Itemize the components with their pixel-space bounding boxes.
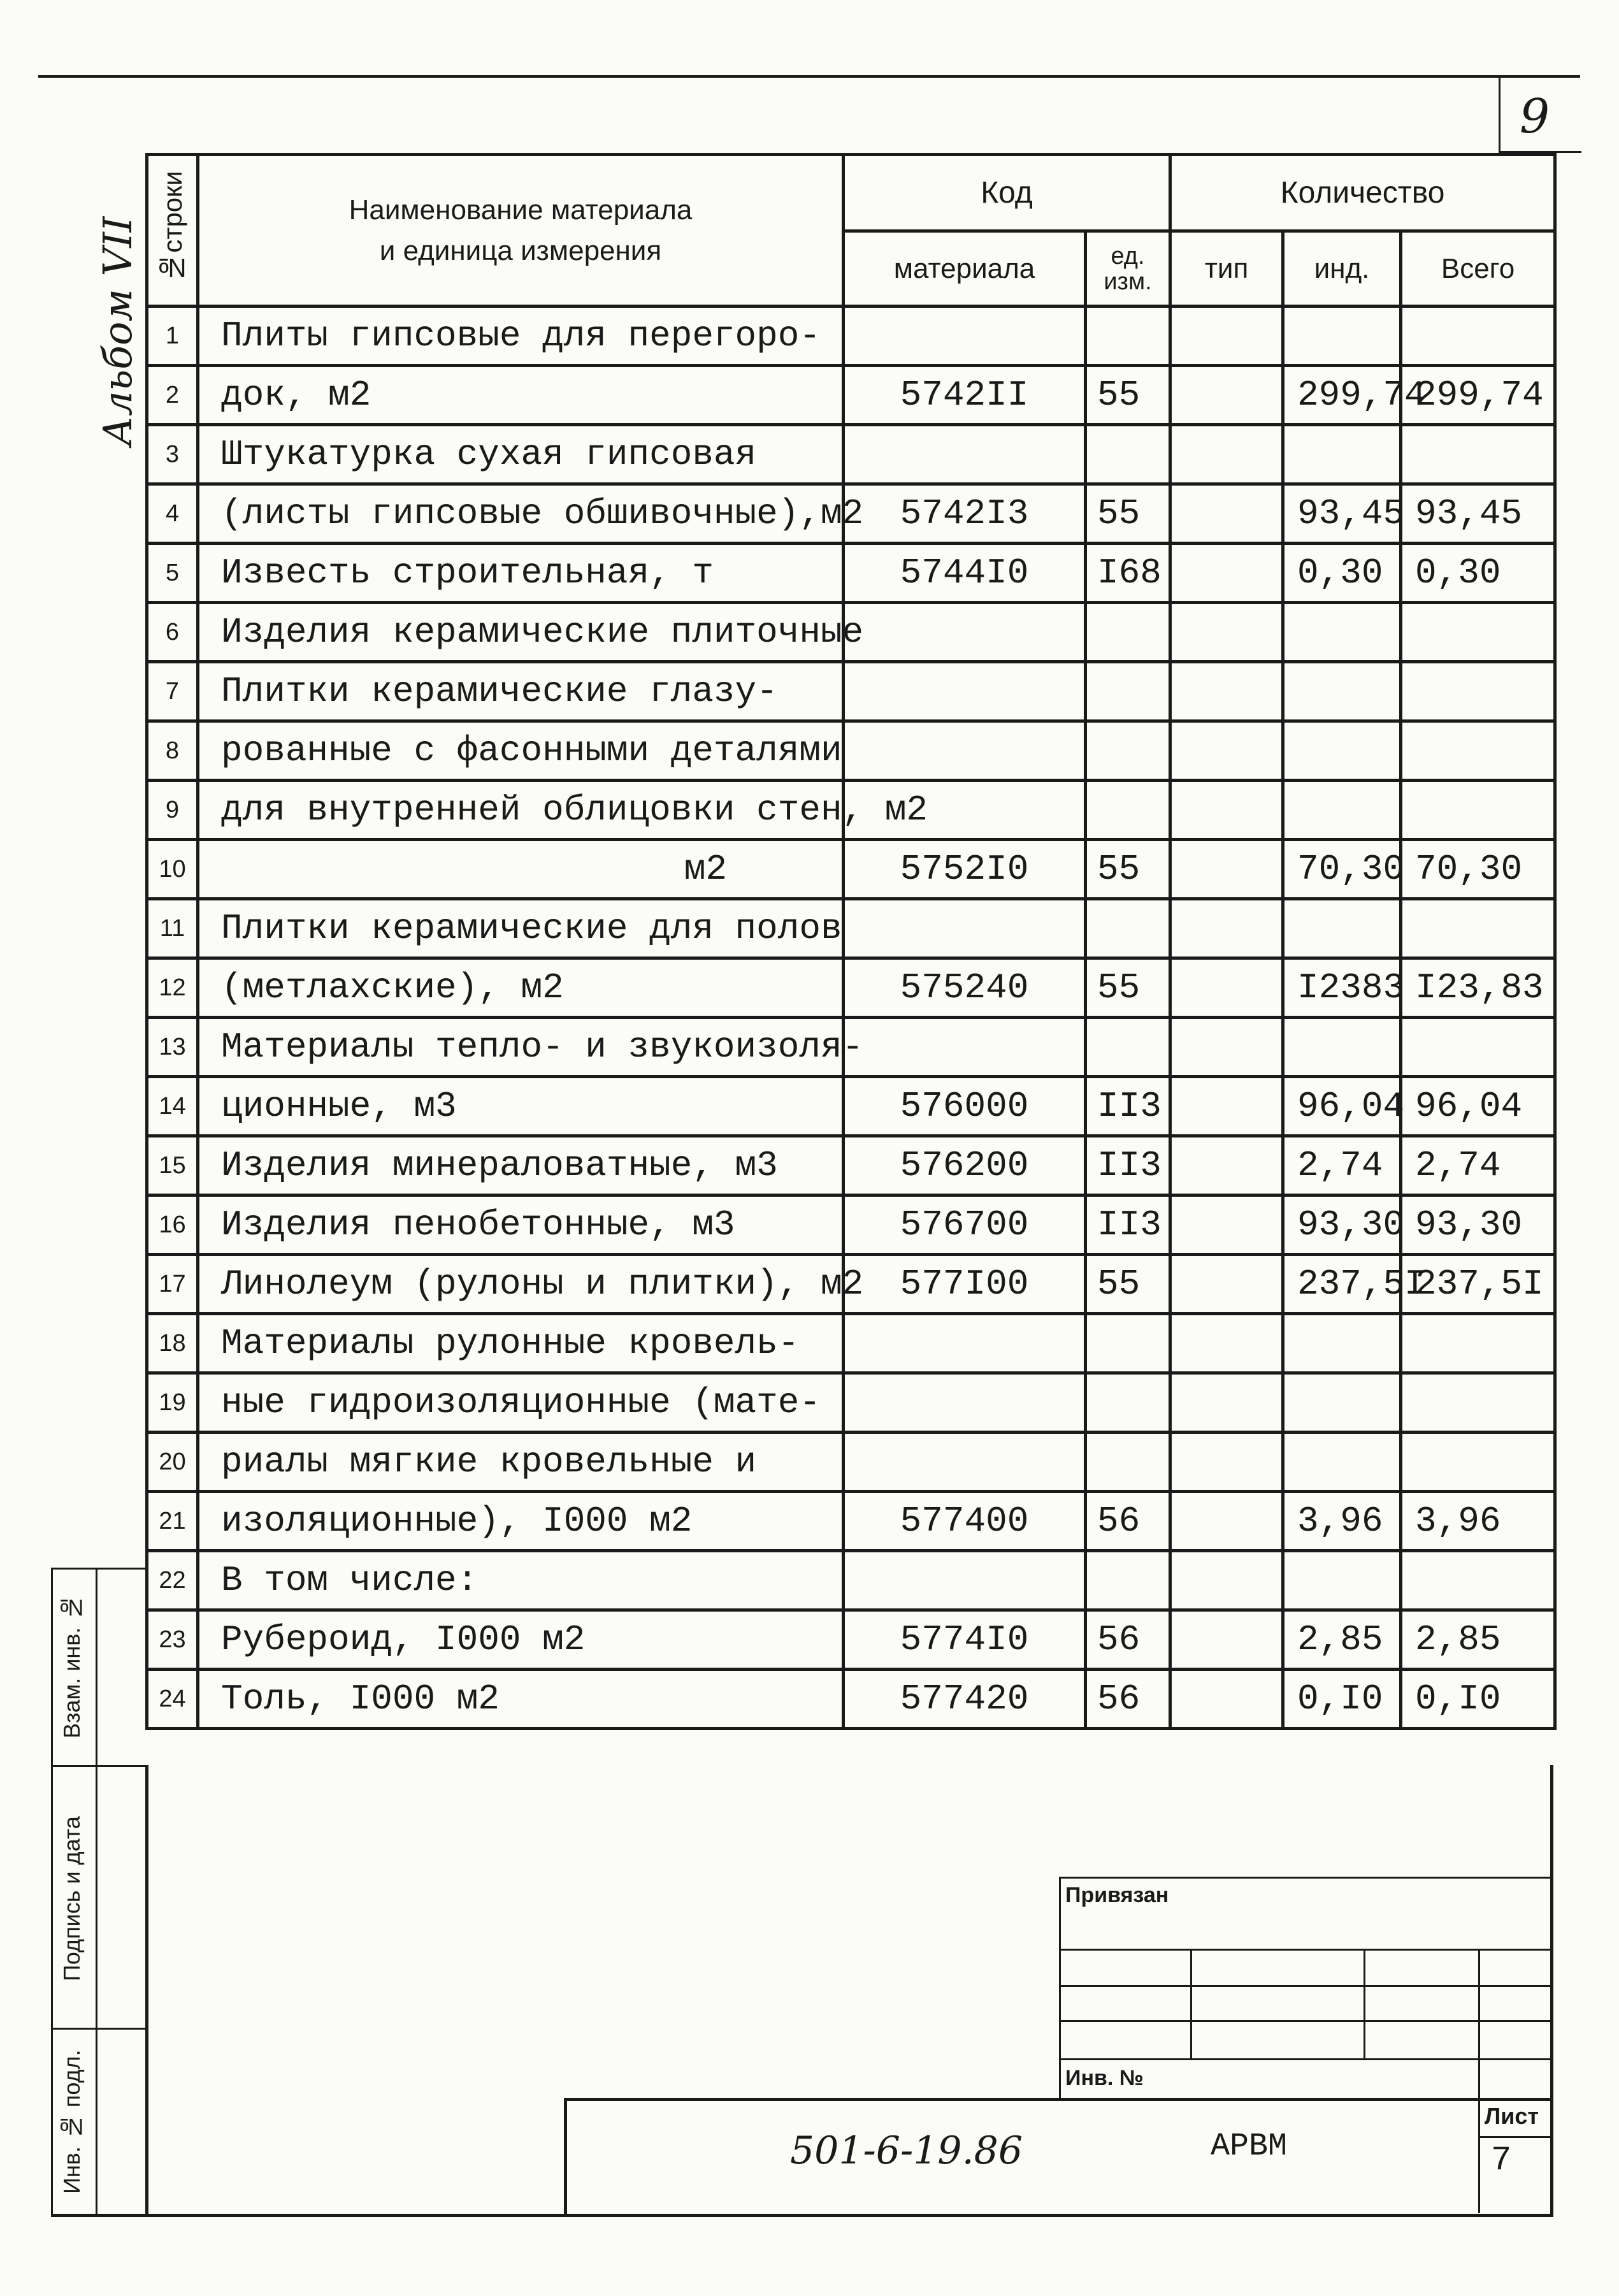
stamp-left [1059, 1877, 1061, 2100]
row-number: 3 [147, 425, 198, 484]
row-number: 5 [147, 544, 198, 603]
table-row [147, 1077, 1555, 1136]
table-row [147, 544, 1555, 603]
table-row [147, 1670, 1555, 1729]
qty-total: 2,74 [1401, 1136, 1555, 1195]
qty-ind-header: инд. [1283, 231, 1401, 307]
frame-right [1550, 1765, 1553, 2216]
qty-total: I23,83 [1401, 958, 1555, 1018]
row-number: 7 [147, 662, 198, 721]
qty-total [1401, 1314, 1555, 1373]
qty-ind [1283, 721, 1401, 781]
material-name: риалы мягкие кровельные и [198, 1433, 844, 1492]
qty-ind: 3,96 [1283, 1492, 1401, 1551]
qty-type [1170, 1670, 1283, 1729]
material-code [844, 1314, 1086, 1373]
qty-ind: 93,45 [1283, 484, 1401, 544]
material-code: 5742II [844, 366, 1086, 425]
material-name: Изделия керамические плиточные [198, 603, 844, 662]
qty-type [1170, 1136, 1283, 1195]
qty-ind [1283, 1314, 1401, 1373]
name-header: Наименование материала и единица измерения [198, 155, 844, 307]
qty-total: 0,30 [1401, 544, 1555, 603]
qty-total-header: Всего [1401, 231, 1555, 307]
unit-code: I68 [1086, 544, 1170, 603]
material-code: 577420 [844, 1670, 1086, 1729]
qty-ind: 96,04 [1283, 1077, 1401, 1136]
material-name: (метлахские), м2 [198, 958, 844, 1018]
stamp-col-3 [1478, 1949, 1480, 2213]
unit-code: 56 [1086, 1610, 1170, 1670]
row-number: 2 [147, 366, 198, 425]
qty-type [1170, 721, 1283, 781]
qty-total [1401, 899, 1555, 958]
row-number: 21 [147, 1492, 198, 1551]
qty-ind [1283, 307, 1401, 366]
qty-type [1170, 1195, 1283, 1255]
table-row [147, 1136, 1555, 1195]
qty-ind: 0,30 [1283, 544, 1401, 603]
privyazan-label: Привязан [1065, 1883, 1169, 1907]
material-name: Рубероид, I000 м2 [198, 1610, 844, 1670]
table-row [147, 958, 1555, 1018]
material-name: Известь строительная, т [198, 544, 844, 603]
material-code [844, 1373, 1086, 1433]
qty-type [1170, 840, 1283, 899]
material-code [844, 307, 1086, 366]
row-number: 24 [147, 1670, 198, 1729]
material-name: м2 [198, 840, 844, 899]
qty-type [1170, 958, 1283, 1018]
qty-total: 3,96 [1401, 1492, 1555, 1551]
qty-ind: 237,5I [1283, 1255, 1401, 1314]
material-code: 576000 [844, 1077, 1086, 1136]
table-row [147, 781, 1555, 840]
side-col-left [51, 1568, 53, 2216]
material-code: 576200 [844, 1136, 1086, 1195]
side-sep-3 [51, 2028, 147, 2030]
unit-code: 55 [1086, 366, 1170, 425]
material-code: 5774I0 [844, 1610, 1086, 1670]
qty-type-header: тип [1170, 231, 1283, 307]
unit-code [1086, 307, 1170, 366]
table-row [147, 366, 1555, 425]
qty-total [1401, 1551, 1555, 1610]
stamp-col-2 [1364, 1949, 1365, 2058]
qty-type [1170, 425, 1283, 484]
row-number: 1 [147, 307, 198, 366]
unit-code [1086, 1018, 1170, 1077]
unit-code: 55 [1086, 484, 1170, 544]
album-label: Альбом VII [94, 216, 141, 446]
material-code [844, 1433, 1086, 1492]
stamp-top [1059, 1877, 1551, 1879]
doc-row-top [564, 2098, 1551, 2101]
top-rule [38, 75, 1580, 78]
qty-ind: 2,85 [1283, 1610, 1401, 1670]
row-number: 6 [147, 603, 198, 662]
table-row [147, 1373, 1555, 1433]
qty-ind: 70,30 [1283, 840, 1401, 899]
unit-code [1086, 425, 1170, 484]
unit-code: II3 [1086, 1077, 1170, 1136]
material-code [844, 1551, 1086, 1610]
table-row [147, 1551, 1555, 1610]
table-row [147, 1433, 1555, 1492]
row-number: 23 [147, 1610, 198, 1670]
qty-ind [1283, 603, 1401, 662]
sheet-number: 7 [1491, 2141, 1512, 2180]
qty-total: 96,04 [1401, 1077, 1555, 1136]
material-code: 575240 [844, 958, 1086, 1018]
sheet-label: Лист [1485, 2103, 1539, 2129]
table-row [147, 1492, 1555, 1551]
unit-code [1086, 1314, 1170, 1373]
qty-ind [1283, 1373, 1401, 1433]
unit-code [1086, 1433, 1170, 1492]
qty-type [1170, 366, 1283, 425]
qty-total [1401, 425, 1555, 484]
row-number: 20 [147, 1433, 198, 1492]
qty-total [1401, 1373, 1555, 1433]
row-number: 12 [147, 958, 198, 1018]
unit-code [1086, 1373, 1170, 1433]
qty-type [1170, 484, 1283, 544]
qty-ind [1283, 781, 1401, 840]
qty-type [1170, 544, 1283, 603]
qty-type [1170, 1018, 1283, 1077]
qty-total [1401, 662, 1555, 721]
row-number: 17 [147, 1255, 198, 1314]
unit-code: 55 [1086, 840, 1170, 899]
table-row [147, 307, 1555, 366]
materials-table [145, 153, 1557, 1730]
qty-total: 93,45 [1401, 484, 1555, 544]
material-name: Изделия пенобетонные, м3 [198, 1195, 844, 1255]
material-name: Плиты гипсовые для перегоро- [198, 307, 844, 366]
qty-total [1401, 721, 1555, 781]
handwritten-sheet-number: 9 [1520, 89, 1550, 144]
frame-left [145, 1765, 148, 2216]
qty-ind: 2,74 [1283, 1136, 1401, 1195]
qty-total [1401, 307, 1555, 366]
table-row [147, 603, 1555, 662]
row-number: 15 [147, 1136, 198, 1195]
doc-row-left [564, 2098, 567, 2216]
unit-code: 56 [1086, 1670, 1170, 1729]
qty-total: 93,30 [1401, 1195, 1555, 1255]
material-code: 5742I3 [844, 484, 1086, 544]
row-number: 10 [147, 840, 198, 899]
doc-code: 501-6-19.86 [790, 2128, 1023, 2173]
material-name: рованные с фасонными деталями [198, 721, 844, 781]
row-number: 9 [147, 781, 198, 840]
unit-code [1086, 1551, 1170, 1610]
material-name: Материалы тепло- и звукоизоля- [198, 1018, 844, 1077]
unit-code: 56 [1086, 1492, 1170, 1551]
table-row [147, 425, 1555, 484]
unit-code: II3 [1086, 1136, 1170, 1195]
material-code: 576700 [844, 1195, 1086, 1255]
unit-code [1086, 603, 1170, 662]
qty-total [1401, 1018, 1555, 1077]
material-name: изоляционные), I000 м2 [198, 1492, 844, 1551]
unit-code: 55 [1086, 1255, 1170, 1314]
qty-total: 2,85 [1401, 1610, 1555, 1670]
material-name: Плитки керамические для полов [198, 899, 844, 958]
material-code: 5752I0 [844, 840, 1086, 899]
table-row [147, 1255, 1555, 1314]
row-number: 22 [147, 1551, 198, 1610]
table-row [147, 721, 1555, 781]
material-code [844, 425, 1086, 484]
qty-type [1170, 1433, 1283, 1492]
row-number: 14 [147, 1077, 198, 1136]
qty-type [1170, 1492, 1283, 1551]
frame-bottom [51, 2214, 1553, 2217]
inv-no-label: Инв. № [1065, 2066, 1144, 2090]
material-code [844, 662, 1086, 721]
row-number: 8 [147, 721, 198, 781]
unit-code [1086, 899, 1170, 958]
side-sep-2 [51, 1765, 147, 1767]
qty-ind [1283, 1433, 1401, 1492]
material-code: 5744I0 [844, 544, 1086, 603]
side-sep-1 [51, 1568, 147, 1570]
qty-ind [1283, 1018, 1401, 1077]
qty-ind [1283, 1551, 1401, 1610]
table-row [147, 899, 1555, 958]
qty-total [1401, 603, 1555, 662]
qty-total: 0,I0 [1401, 1670, 1555, 1729]
row-number-header: №строки [147, 155, 198, 307]
signature-date-label: Подпись и дата [59, 1816, 85, 1982]
qty-type [1170, 1255, 1283, 1314]
qty-total [1401, 1433, 1555, 1492]
row-number: 11 [147, 899, 198, 958]
material-name: (листы гипсовые обшивочные),м2 [198, 484, 844, 544]
table-row [147, 1018, 1555, 1077]
material-name: ционные, м3 [198, 1077, 844, 1136]
unit-code [1086, 662, 1170, 721]
material-name: для внутренней облицовки стен, м2 [198, 781, 844, 840]
vzam-inv-label: Взам. инв. № [59, 1594, 85, 1738]
qty-total: 299,74 [1401, 366, 1555, 425]
table-row [147, 840, 1555, 899]
material-name: Материалы рулонные кровель- [198, 1314, 844, 1373]
inv-podl-label: Инв. № подл. [59, 2049, 85, 2195]
material-code: 577I00 [844, 1255, 1086, 1314]
material-name: Изделия минераловатные, м3 [198, 1136, 844, 1195]
material-code [844, 603, 1086, 662]
material-name: В том числе: [198, 1551, 844, 1610]
qty-type [1170, 1314, 1283, 1373]
table-row [147, 1314, 1555, 1373]
qty-ind: I2383 [1283, 958, 1401, 1018]
material-name: Толь, I000 м2 [198, 1670, 844, 1729]
qty-ind: 299,74 [1283, 366, 1401, 425]
qty-total: 237,5I [1401, 1255, 1555, 1314]
qty-ind [1283, 662, 1401, 721]
qty-type [1170, 662, 1283, 721]
material-name: Линолеум (рулоны и плитки), м2 [198, 1255, 844, 1314]
quantity-group-header: Количество [1170, 155, 1555, 231]
sheet-corner-vline [1499, 75, 1500, 153]
stamp-col-1 [1190, 1949, 1192, 2058]
unit-code: 55 [1086, 958, 1170, 1018]
material-name: док, м2 [198, 366, 844, 425]
unit-code: II3 [1086, 1195, 1170, 1255]
row-number: 19 [147, 1373, 198, 1433]
material-code [844, 899, 1086, 958]
qty-ind: 0,I0 [1283, 1670, 1401, 1729]
code-material-header: материала [844, 231, 1086, 307]
table-row [147, 484, 1555, 544]
table-row [147, 1195, 1555, 1255]
row-number: 4 [147, 484, 198, 544]
row-number: 13 [147, 1018, 198, 1077]
material-code [844, 721, 1086, 781]
qty-total [1401, 781, 1555, 840]
material-code [844, 1018, 1086, 1077]
qty-type [1170, 1551, 1283, 1610]
qty-type [1170, 781, 1283, 840]
qty-ind [1283, 899, 1401, 958]
qty-type [1170, 1373, 1283, 1433]
row-number: 16 [147, 1195, 198, 1255]
material-code: 577400 [844, 1492, 1086, 1551]
material-name: ные гидроизоляционные (мате- [198, 1373, 844, 1433]
qty-total: 70,30 [1401, 840, 1555, 899]
qty-type [1170, 307, 1283, 366]
material-name: Штукатурка сухая гипсовая [198, 425, 844, 484]
row-number: 18 [147, 1314, 198, 1373]
sheet-label-sep [1478, 2136, 1551, 2138]
qty-ind: 93,30 [1283, 1195, 1401, 1255]
side-col-inner [96, 1568, 97, 2216]
qty-type [1170, 1610, 1283, 1670]
doc-type: АРВМ [1211, 2128, 1288, 2165]
qty-type [1170, 603, 1283, 662]
qty-type [1170, 899, 1283, 958]
material-name: Плитки керамические глазу- [198, 662, 844, 721]
unit-code [1086, 721, 1170, 781]
code-unit-header: ед. изм. [1086, 231, 1170, 307]
unit-code [1086, 781, 1170, 840]
code-group-header: Код [844, 155, 1170, 231]
qty-ind [1283, 425, 1401, 484]
qty-type [1170, 1077, 1283, 1136]
table-row [147, 662, 1555, 721]
table-row [147, 1610, 1555, 1670]
